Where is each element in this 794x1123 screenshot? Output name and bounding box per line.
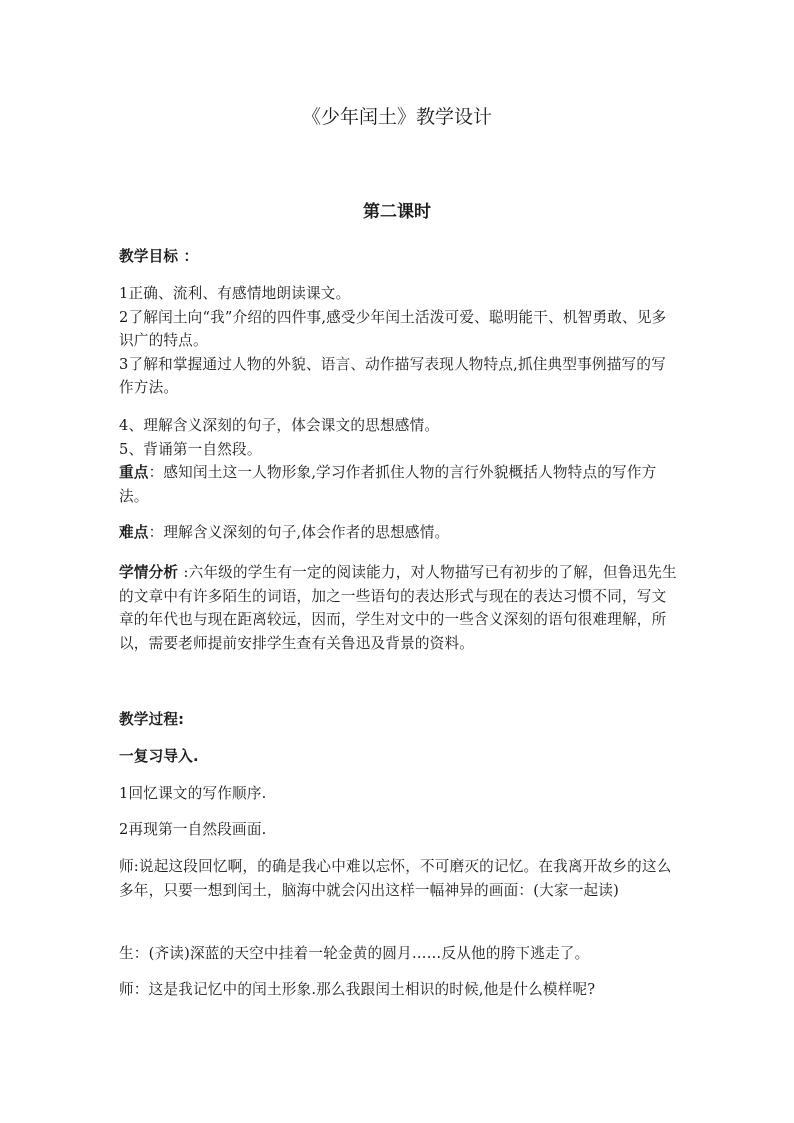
- key-point-label: 重点: [119, 464, 149, 481]
- step-item: 1回忆课文的写作顺序.: [119, 785, 267, 802]
- analysis-label: 学情分析: [119, 564, 184, 581]
- objectives-list-continued: [119, 414, 679, 508]
- teacher-line: 师：这是我记忆中的闰土形象.那么我跟闰土相识的时候,他是什么模样呢?: [119, 981, 596, 998]
- objectives-heading: 教学目标 ：: [119, 248, 199, 265]
- process-heading: 教学过程:: [119, 711, 185, 728]
- document-title: 《少年闰土》教学设计: [301, 106, 492, 128]
- objective-item: 2了解闰土向“我”介绍的四件事,感受少年闰土活泼可爱、聪明能干、机智勇敢、见多识广的特点。: [119, 308, 667, 349]
- objective-item: 3了解和掌握通过人物的外貌、语言、动作描写表现人物特点,抓住典型事例描写的写作方法。: [119, 355, 666, 396]
- student-line: 生：(齐读)深蓝的天空中挂着一轮金黄的圆月……反从他的胯下逃走了。: [119, 945, 590, 962]
- lesson-subtitle: 第二课时: [363, 202, 431, 222]
- analysis-text: :六年级的学生有一定的阅读能力，对人物描写已有初步的了解，但鲁迅先生的文章中有许多陌生的词语，加之一些语句的表达形式与现在的表达习惯不同，写文章的年代也与现在距离较远，因而，学生对文中的一些含义深刻的语句很难理解，所以，需要老师提前安排学生查有关鲁迅及背景的资料。: [119, 564, 677, 652]
- section1-heading: 一复习导入.: [119, 748, 199, 765]
- difficulty: [119, 521, 679, 545]
- objective-item: 5、背诵第一自然段。: [119, 440, 262, 458]
- student-analysis: [119, 561, 679, 655]
- difficulty-label: 难点: [119, 524, 149, 541]
- difficulty-text: ：理解含义深刻的句子,体会作者的思想感情。: [148, 524, 450, 541]
- teacher-line: 师:说起这段回忆啊，的确是我心中难以忘怀，不可磨灭的记忆。在我离开故乡的这么多年，只要一想到闰土，脑海中就会闪出这样一幅神异的画面：(大家一起读): [119, 858, 672, 899]
- objectives-list: [119, 282, 679, 400]
- key-point: [119, 461, 679, 508]
- objective-item: 1正确、流利、有感情地朗读课文。: [119, 285, 351, 302]
- key-point-text: ：感知闰土这一人物形象,学习作者抓住人物的言行外貌概括人物特点的写作方法。: [119, 464, 657, 505]
- objective-item: 4、理解含义深刻的句子，体会课文的思想感情。: [119, 417, 440, 434]
- step-item: 2再现第一自然段画面.: [119, 821, 267, 838]
